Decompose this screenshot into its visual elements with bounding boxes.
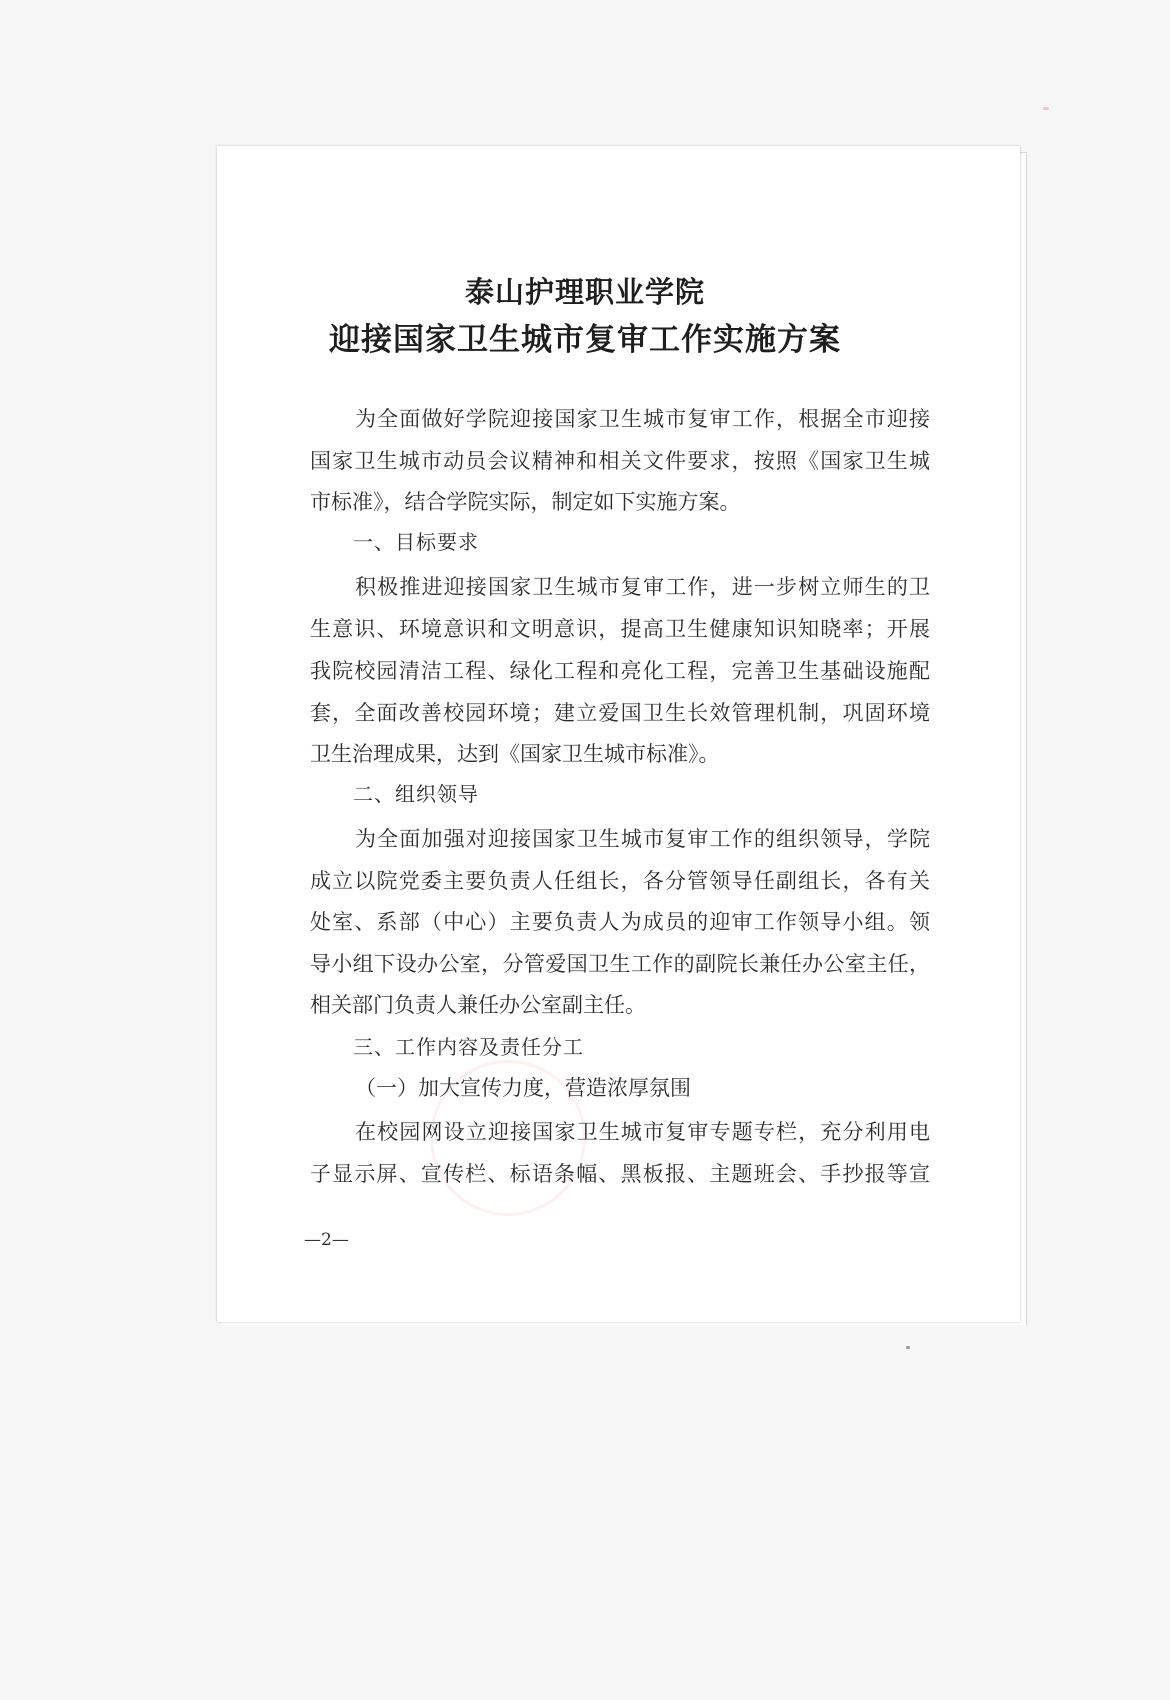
section2-line: 导小组下设办公室，分管爱国卫生工作的副院长兼任办公室主任，	[310, 952, 930, 976]
section-heading-work-content: 三、工作内容及责任分工	[353, 1035, 584, 1059]
subsection-heading-publicity: （一）加大宣传力度，营造浓厚氛围	[355, 1076, 691, 1100]
section2-line: 处室、系部（中心）主要负责人为成员的迎审工作领导小组。领	[310, 910, 930, 934]
intro-line: 国家卫生城市动员会议精神和相关文件要求，按照《国家卫生城	[310, 449, 930, 473]
section1-line: 我院校园清洁工程、绿化工程和亮化工程，完善卫生基础设施配	[310, 659, 930, 683]
section2-line: 为全面加强对迎接国家卫生城市复审工作的组织领导，学院	[355, 827, 930, 851]
section-heading-organization: 二、组织领导	[353, 782, 479, 806]
section1-line: 积极推进迎接国家卫生城市复审工作，进一步树立师生的卫	[355, 575, 930, 599]
section2-line: 成立以院党委主要负责人任组长，各分管领导任副组长，各有关	[310, 869, 930, 893]
scan-speck	[1043, 107, 1049, 110]
scan-speck	[906, 1346, 910, 1349]
intro-line: 为全面做好学院迎接国家卫生城市复审工作，根据全市迎接	[355, 407, 930, 431]
section1-line: 卫生治理成果，达到《国家卫生城市标准》。	[310, 742, 720, 766]
document-title-line2: 迎接国家卫生城市复审工作实施方案	[329, 322, 841, 358]
section3-line: 子显示屏、宣传栏、标语条幅、黑板报、主题班会、手抄报等宣	[310, 1162, 930, 1186]
section1-line: 生意识、环境意识和文明意识，提高卫生健康知识知晓率；开展	[310, 617, 930, 641]
section1-line: 套，全面改善校园环境；建立爱国卫生长效管理机制，巩固环境	[310, 701, 930, 725]
section3-line: 在校园网设立迎接国家卫生城市复审专题专栏，充分利用电	[355, 1120, 930, 1144]
section2-line: 相关部门负责人兼任办公室副主任。	[310, 993, 646, 1017]
intro-line: 市标准》，结合学院实际，制定如下实施方案。	[310, 490, 741, 514]
page-number: —2—	[304, 1230, 349, 1250]
section-heading-goals: 一、目标要求	[353, 530, 479, 554]
document-title-line1: 泰山护理职业学院	[464, 275, 705, 309]
